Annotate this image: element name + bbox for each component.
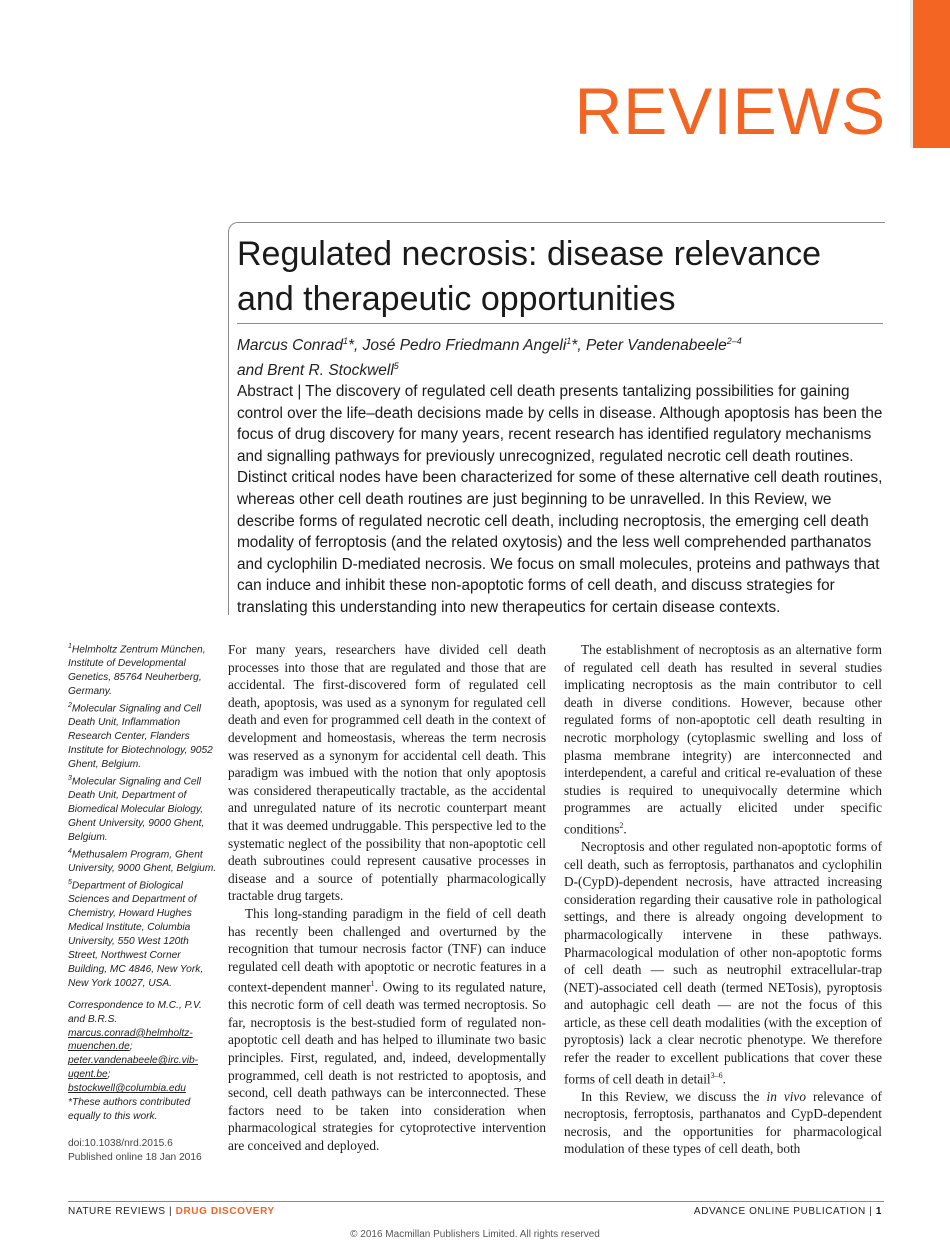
- doi[interactable]: doi:10.1038/nrd.2015.6: [68, 1137, 173, 1149]
- paragraph-text: .: [722, 1071, 726, 1087]
- affiliation-ref: 1: [566, 336, 572, 346]
- citation-ref[interactable]: 1: [370, 979, 375, 989]
- abstract: Abstract | The discovery of regulated cell death presents tantalizing possibilities for gaining control over the life–death decisions made by cells in disease. Although apoptosis has been the focus of drug discovery for many years, recent research has identified regulatory mechanisms and signalling pathways for previously unrecognized, regulated necrotic cell death routines. Distinct critical nodes have been characterized for some of these alternative cell death routines, whereas other cell death routines are just beginning to be unravelled. In this Review, we describe forms of regulated necrotic cell death, including necroptosis, the emerging cell death modality of ferroptosis (and the related oxytosis) and the less well comprehended parthanatos and cyclophilin D-mediated necrosis. We focus on small molecules, proteins and pathways that can induce and inhibit these non-apoptotic forms of cell death, and discuss strategies for translating this understanding into new therapeutics for certain disease contexts.: [237, 383, 883, 616]
- email-link[interactable]: marcus.conrad@helmholtz-muenchen.de: [68, 1027, 193, 1053]
- section-label: REVIEWS: [574, 74, 886, 148]
- affiliation-ref: 2–4: [726, 336, 742, 346]
- body-column-left: [228, 641, 546, 1155]
- equal-contribution-mark: *,: [347, 337, 363, 355]
- footer-divider: [68, 1201, 884, 1202]
- paragraph-text: This long-standing paradigm in the field of cell death has recently been challenged and overturned by the recognition that tumour necrosis factor (TNF) can induce regulated cell death with apoptotic or necrotic features in a context-dependent manner: [228, 905, 546, 995]
- copyright: © 2016 Macmillan Publishers Limited. All rights reserved: [350, 1229, 600, 1240]
- affiliation-number: 4: [68, 847, 72, 855]
- equal-contribution-note: *These authors contributed equally to this work.: [68, 1097, 191, 1122]
- affiliation-text: Methusalem Program, Ghent University, 9000 Ghent, Belgium.: [68, 849, 217, 875]
- affiliation-4: [68, 845, 218, 876]
- affiliation-3: [68, 772, 218, 845]
- footer-separator: |: [165, 1206, 176, 1217]
- email-line: [68, 1054, 218, 1082]
- affiliation-5: [68, 876, 218, 991]
- email-separator: ;: [129, 1041, 133, 1053]
- author-name[interactable]: and Brent R. Stockwell: [237, 362, 394, 380]
- author-name[interactable]: Marcus Conrad: [237, 337, 343, 355]
- affiliation-ref: 1: [342, 336, 348, 346]
- journal-subtitle: DRUG DISCOVERY: [175, 1206, 275, 1217]
- affiliation-number: 1: [68, 643, 72, 650]
- article-title: Regulated necrosis: disease relevance and therapeutic opportunities: [237, 235, 822, 318]
- citation-ref[interactable]: 2: [619, 820, 624, 830]
- email-link[interactable]: peter.vandenabeele@irc.vib-ugent.be: [68, 1055, 199, 1081]
- paragraph: For many years, researchers have divided cell death processes into those that are regulated and those that are accidental. The first-discovered form of regulated cell death, apoptosis, was used as a synonym for regulated cell death and even for programmed cell death in the context of development and homeostasis, whereas the term necrosis was reserved as a synonym for accidental cell death. This paradigm was imbued with the notion that only apoptosis was considered therapeutically tractable, as the accidental and unregulated nature of its necrotic counterpart meant that it was deemed undruggable. This perspective led to the systematic neglect of the possibility that non-apoptotic cell death subroutines could represent causative processes in disease and a source of potentially pharmacologically tractable drug targets.: [228, 642, 546, 904]
- author-name[interactable]: José Pedro Friedmann Angeli: [362, 337, 567, 355]
- affiliation-number: 2: [68, 702, 72, 710]
- author-list: [237, 331, 882, 381]
- email-link[interactable]: bstockwell@columbia.edu: [68, 1083, 186, 1095]
- paragraph-text: relevance of necroptosis, ferroptosis, parthanatos and CypD-dependent necrosis, and the opportunities for pharmacological modulation of these types of cell death, both: [564, 1088, 882, 1157]
- email-line: [68, 1027, 218, 1055]
- affiliation-number: 3: [68, 774, 72, 782]
- equal-contribution-mark: *,: [571, 337, 586, 355]
- affiliation-number: 5: [68, 879, 72, 887]
- paragraph-text: Necroptosis and other regulated non-apoptotic forms of cell death, such as ferroptosis, parthanatos and cyclophilin D-(CypD)-dependent necrosis, have attracted increasing consideration regarding their causative role in pathological settings, and there is already ongoing development to pharmacologically intervene in these pathways. Pharmacological modulation of other non-apoptotic forms of cell death — such as neutrophil extracellular-trap (NET)-associated cell death (termed NETosis), pyroptosis and autophagic cell death — are not the focus of this article, as these cell death modalities (with the exception of pyroptosis) lack a clear necrotic phenotype. We therefore refer the reader to excellent publications that cover these forms of cell death in detail: [564, 838, 882, 1087]
- correspondence: Correspondence to M.C., P.V. and B.R.S.: [68, 999, 202, 1025]
- affiliation-text: Department of Biological Sciences and Department of Chemistry, Howard Hughes Medical Institute, Columbia University, 550 West 120th Street, Northwest Corner Building, MC 4846, New York, New York 10027, USA.: [68, 880, 204, 989]
- citation-ref[interactable]: 3–6: [710, 1070, 723, 1080]
- paragraph-text: . Owing to its regulated nature, this necrotic form of cell death was termed necroptosis. So far, necroptosis is the best-studied form of regulated non-apoptotic cell death and has helped to illuminate two basic principles. First, regulated, and, indeed, developmentally programmed, cell death is not restricted to apoptosis, and second, cell death pathways can be interconnected. These factors need to be taken into consideration when pharmacological strategies for cytoprotective intervention are conceived and deployed.: [228, 979, 547, 1154]
- emphasis: in vivo: [766, 1088, 806, 1104]
- author-name[interactable]: Peter Vandenabeele: [585, 337, 727, 355]
- paragraph-text: The establishment of necroptosis as an alternative form of regulated cell death has resulted in several studies implicating necroptosis as the main contributor to cell death in diverse conditions. However, because other regulated forms of non-apoptotic cell death resulting in necrotic morphology (cytoplasmic swelling and loss of plasma membrane integrity) are interconnected and interdependent, a careful and critical re-evaluation of these studies is required to unequivocally determine which programmes are actually elicited under specific conditions: [564, 642, 882, 837]
- affiliations-sidebar: [68, 640, 218, 1165]
- footer-publication: [694, 1206, 882, 1217]
- body-column-right: [564, 641, 882, 1158]
- publication-label: ADVANCE ONLINE PUBLICATION: [693, 1206, 866, 1217]
- affiliation-1: [68, 640, 218, 699]
- paragraph: [564, 1088, 882, 1158]
- affiliation-text: Molecular Signaling and Cell Death Unit, Inflammation Research Center, Flanders Institute for Biotechnology, 9052 Ghent, Belgium.: [68, 703, 213, 771]
- header-color-tab: [913, 0, 950, 148]
- affiliation-ref: 5: [393, 361, 399, 372]
- title-divider: [237, 323, 883, 324]
- paragraph: [228, 905, 546, 1155]
- paragraph: [564, 838, 882, 1088]
- journal-name: NATURE REVIEWS: [68, 1206, 166, 1217]
- affiliation-text: Helmholtz Zentrum München, Institute of Developmental Genetics, 85764 Neuherberg, Germany.: [68, 644, 206, 698]
- affiliation-2: [68, 699, 218, 772]
- footer-separator: |: [865, 1206, 876, 1217]
- email-separator: ;: [107, 1069, 111, 1081]
- published-date: Published online 18 Jan 2016: [68, 1151, 202, 1163]
- paragraph: [564, 641, 882, 838]
- paragraph-text: .: [623, 821, 627, 837]
- email-line: [68, 1082, 218, 1096]
- paragraph-text: In this Review, we discuss the: [581, 1088, 767, 1104]
- affiliation-text: Molecular Signaling and Cell Death Unit, Department of Biomedical Molecular Biology, Ghent University, 9000 Ghent, Belgium.: [68, 776, 205, 843]
- footer-journal: [68, 1206, 275, 1217]
- page-number: 1: [875, 1206, 882, 1217]
